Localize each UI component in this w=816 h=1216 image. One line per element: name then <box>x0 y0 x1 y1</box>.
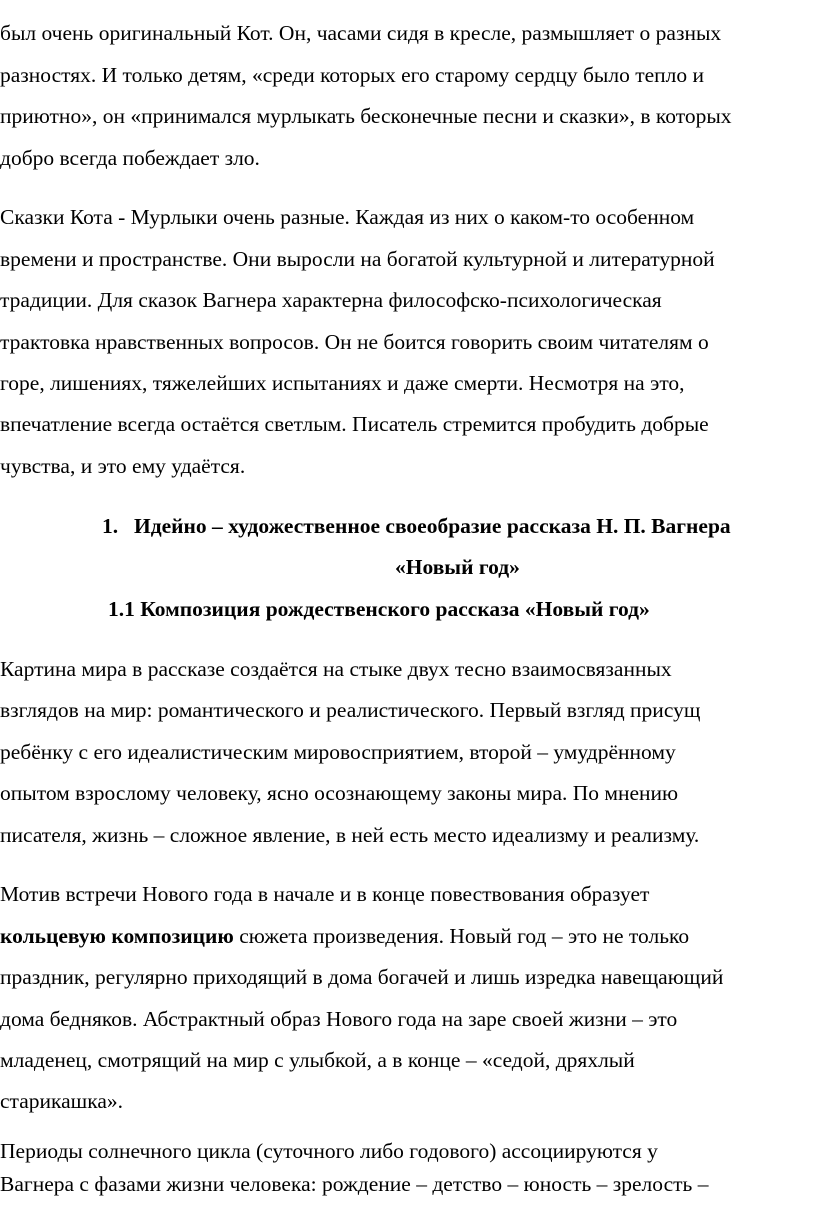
paragraph-1-line-2: разностях. И только детям, «среди которых его старому сердцу было тепло и <box>0 63 705 87</box>
paragraph-2-line-2: времени и пространстве. Они выросли на богатой культурной и литературной <box>0 247 715 271</box>
paragraph-1-line-1: был очень оригинальный Кот. Он, часами сидя в кресле, размышляет о разных <box>0 21 722 45</box>
paragraph-3-line-5: писателя, жизнь – сложное явление, в ней есть место идеализму и реализму. <box>0 823 700 847</box>
heading-1-number: 1. <box>102 514 119 538</box>
paragraph-3-line-4: опытом взрослому человеку, ясно осознающему законы мира. По мнению <box>0 781 679 805</box>
paragraph-2-line-6: впечатление всегда остаётся светлым. Писатель стремится пробудить добрые <box>0 412 709 436</box>
paragraph-4-line-2-rest: сюжета произведения. Новый год – это не только <box>233 924 690 948</box>
paragraph-4-line-6: старикашка». <box>0 1089 124 1113</box>
paragraph-3-line-1: Картина мира в рассказе создаётся на стыке двух тесно взаимосвязанных <box>0 657 672 681</box>
paragraph-5-line-2: Вагнера с фазами жизни человека: рождение – детство – юность – зрелость – <box>0 1172 709 1196</box>
paragraph-5-line-1: Периоды солнечного цикла (суточного либо годового) ассоциируются у <box>0 1139 658 1163</box>
paragraph-4-line-5: младенец, смотрящий на мир с улыбкой, а в конце – «седой, дряхлый <box>0 1048 635 1072</box>
paragraph-2-line-7: чувства, и это ему удаётся. <box>0 454 246 478</box>
paragraph-3-line-3: ребёнку с его идеалистическим мировосприятием, второй – умудрённому <box>0 740 676 764</box>
paragraph-2-line-4: трактовка нравственных вопросов. Он не боится говорить своим читателям о <box>0 330 709 354</box>
bold-term-ring-composition: кольцевую композицию <box>0 924 234 948</box>
paragraph-2-line-5: горе, лишениях, тяжелейших испытаниях и даже смерти. Несмотря на это, <box>0 371 685 395</box>
paragraph-4-line-3: праздник, регулярно приходящий в дома богачей и лишь изредка навещающий <box>0 965 724 989</box>
paragraph-4-line-4: дома бедняков. Абстрактный образ Нового года на заре своей жизни – это <box>0 1007 678 1031</box>
paragraph-4-line-1: Мотив встречи Нового года в начале и в конце повествования образует <box>0 882 650 906</box>
paragraph-1-line-3: приютно», он «принимался мурлыкать бесконечные песни и сказки», в которых <box>0 104 732 128</box>
paragraph-2-line-1: Сказки Кота - Мурлыки очень разные. Каждая из них о каком-то особенном <box>0 205 695 229</box>
paragraph-4-line-2 <box>0 923 689 949</box>
paragraph-3-line-2: взглядов на мир: романтического и реалистического. Первый взгляд присущ <box>0 698 701 722</box>
heading-1-line-1: Идейно – художественное своеобразие рассказа Н. П. Вагнера <box>134 514 731 538</box>
heading-1-line-2: «Новый год» <box>395 555 520 579</box>
heading-1-1: 1.1 Композиция рождественского рассказа «Новый год» <box>108 597 650 621</box>
paragraph-2-line-3: традиции. Для сказок Вагнера характерна философско-психологическая <box>0 288 662 312</box>
paragraph-1-line-4: добро всегда побеждает зло. <box>0 146 260 170</box>
